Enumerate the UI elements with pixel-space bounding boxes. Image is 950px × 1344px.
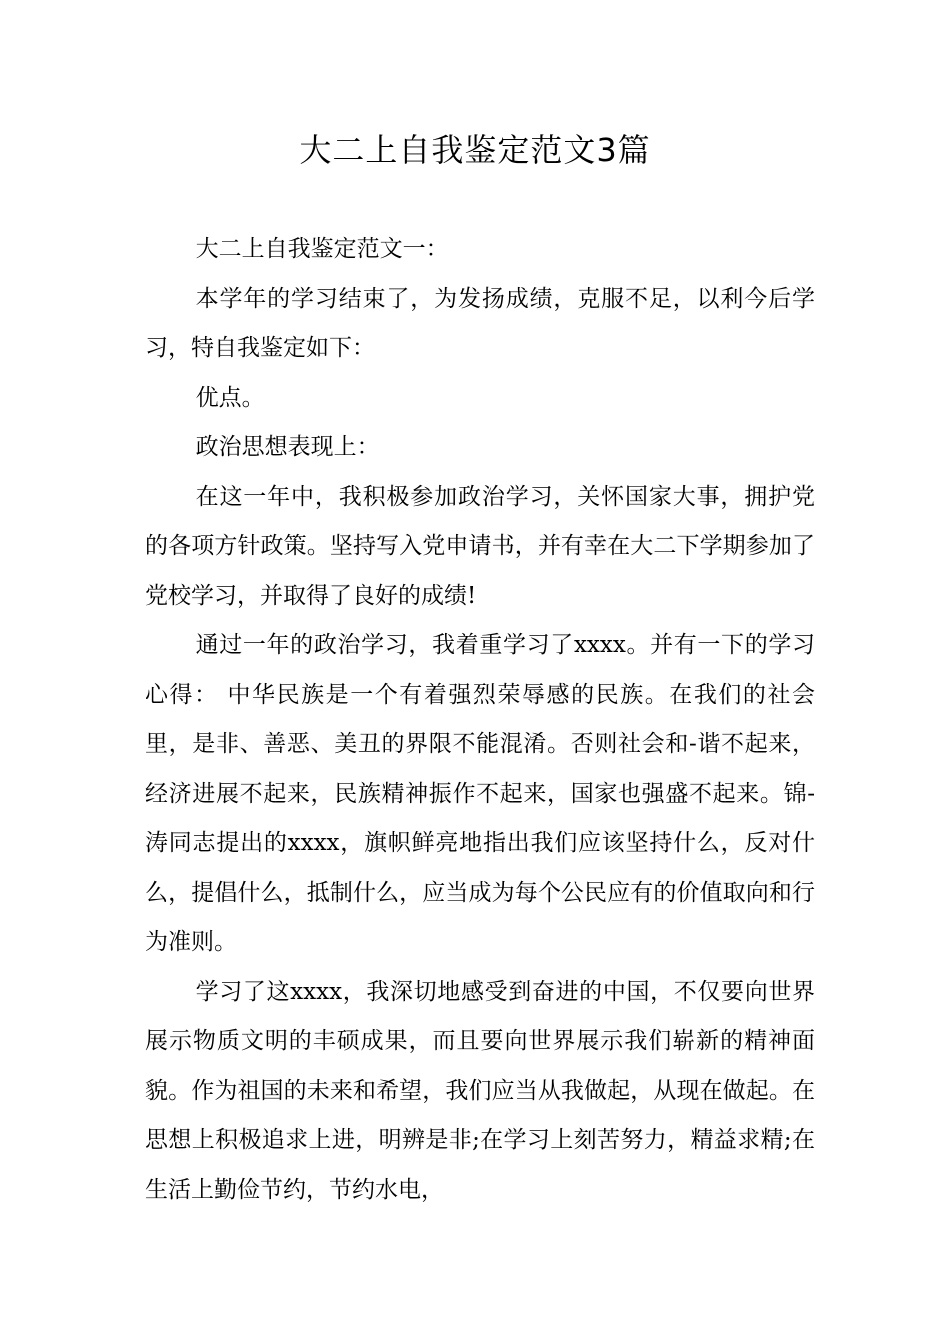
paragraph-study-reflection: 通过一年的政治学习，我着重学习了xxxx。并有一下的学习心得： 中华民族是一个有着强烈荣辱感的民族。在我们的社会里，是非、善恶、美丑的界限不能混淆。否则社会和-谐不起来，经济进展不起来，民族精神振作不起来，国家也强盛不起来。锦-涛同志提出的xxxx，旗帜鲜亮地指出我们应该坚持什么，反对什么，提倡什么，抵制什么，应当成为每个公民应有的价值取向和行为准则。 [145, 632, 815, 955]
document-title: 大二上自我鉴定范文3篇 [299, 131, 651, 169]
paragraph-section-heading: 大二上自我鉴定范文一： [195, 236, 449, 262]
document-body [145, 225, 815, 1215]
paragraph-intro: 本学年的学习结束了，为发扬成绩，克服不足，以利今后学习，特自我鉴定如下： [145, 285, 815, 361]
paragraph-strengths-heading: 优点。 [195, 384, 265, 411]
paragraph-personal-commitment: 学习了这xxxx，我深切地感受到奋进的中国，不仅要向世界展示物质文明的丰硕成果，而且要向世界展示我们崭新的精神面貌。作为祖国的未来和希望，我们应当从我做起，从现在做起。在思想上积极追求上进，明辨是非;在学习上刻苦努力，精益求精;在生活上勤俭节约，节约水电， [145, 978, 815, 1203]
paragraph-political-study: 在这一年中，我积极参加政治学习，关怀国家大事，拥护党的各项方针政策。坚持写入党申请书，并有幸在大二下学期参加了党校学习，并取得了良好的成绩! [145, 483, 815, 609]
paragraph-political-heading: 政治思想表现上： [195, 434, 380, 460]
